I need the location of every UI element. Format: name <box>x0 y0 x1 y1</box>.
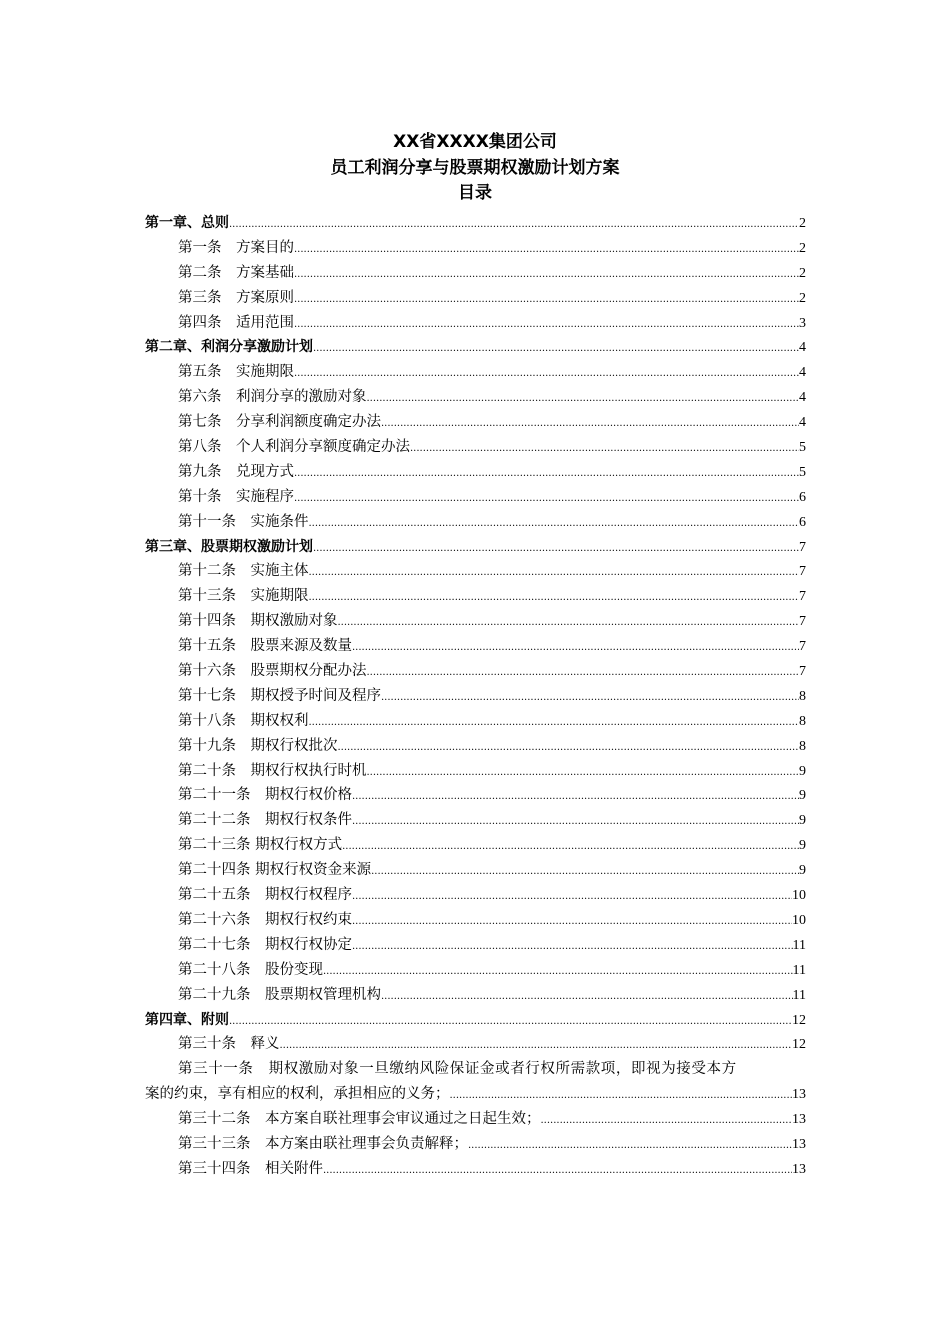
table-of-contents <box>145 211 806 1182</box>
toc-entry-label: 第二十二条 期权行权条件 <box>178 812 352 829</box>
toc-entry-label: 第三十一条 期权激励对象一旦缴纳风险保证金或者行权所需款项，即视为接受本方 <box>178 1061 737 1078</box>
toc-entry-label: 第九条 兑现方式 <box>178 463 294 480</box>
toc-entry-label: 第十三条 实施期限 <box>178 588 309 605</box>
toc-entry[interactable] <box>145 286 806 311</box>
toc-entry-label: 第二十五条 期权行权程序 <box>178 887 352 904</box>
toc-page-number: 10 <box>792 888 806 904</box>
toc-page-number: 12 <box>792 1037 806 1053</box>
toc-entry[interactable] <box>145 1082 806 1107</box>
toc-entry[interactable] <box>145 559 806 584</box>
toc-entry[interactable] <box>145 808 806 833</box>
dot-leader <box>294 360 799 385</box>
dot-leader <box>294 261 799 286</box>
toc-entry-label: 第七条 分享利润额度确定办法 <box>178 414 381 431</box>
dot-leader <box>229 211 799 236</box>
dot-leader <box>450 1082 793 1107</box>
toc-chapter[interactable] <box>145 335 806 360</box>
dot-leader <box>323 958 793 983</box>
toc-page-number: 4 <box>799 415 806 431</box>
toc-entry[interactable] <box>145 236 806 261</box>
toc-page-number: 2 <box>799 240 806 256</box>
toc-entry-label: 第十八条 期权权利 <box>178 712 309 729</box>
toc-entry[interactable] <box>145 410 806 435</box>
toc-page-number: 13 <box>792 1161 806 1177</box>
dot-leader <box>352 883 792 908</box>
toc-entry[interactable] <box>145 584 806 609</box>
dot-leader <box>309 559 800 584</box>
toc-entry[interactable] <box>145 709 806 734</box>
toc-entry[interactable] <box>145 510 806 535</box>
toc-page-number: 7 <box>799 614 806 630</box>
toc-page-number: 5 <box>799 440 806 456</box>
toc-entry[interactable] <box>145 435 806 460</box>
toc-page-number: 2 <box>799 265 806 281</box>
toc-entry-label: 第二十六条 期权行权约束 <box>178 911 352 928</box>
toc-entry-label: 第二十一条 期权行权价格 <box>178 787 352 804</box>
toc-chapter-label: 第四章、附则 <box>145 1011 229 1028</box>
plan-title: 员工利润分享与股票期权激励计划方案 <box>330 158 620 178</box>
dot-leader <box>541 1107 793 1132</box>
toc-page-number: 5 <box>799 464 806 480</box>
toc-page-number: 6 <box>799 489 806 505</box>
dot-leader <box>410 435 799 460</box>
toc-entry-label: 第二十七条 期权行权协定 <box>178 936 352 953</box>
toc-entry-label: 第五条 实施期限 <box>178 364 294 381</box>
toc-page-number: 8 <box>799 688 806 704</box>
toc-entry-label: 第十四条 期权激励对象 <box>178 613 338 630</box>
toc-entry[interactable] <box>145 883 806 908</box>
toc-entry-label: 第三十二条 本方案自联社理事会审议通过之日起生效； <box>178 1111 541 1128</box>
toc-page-number: 7 <box>799 539 806 555</box>
toc-page-number: 13 <box>792 1112 806 1128</box>
toc-entry[interactable] <box>145 460 806 485</box>
dot-leader <box>342 833 799 858</box>
dot-leader <box>294 286 799 311</box>
toc-entry-label: 案的约束，享有相应的权利，承担相应的义务； <box>145 1086 450 1103</box>
toc-entry[interactable] <box>145 1032 806 1057</box>
toc-page-number: 13 <box>792 1087 806 1103</box>
toc-entry[interactable] <box>145 833 806 858</box>
toc-chapter-label: 第二章、利润分享激励计划 <box>145 339 313 356</box>
toc-page-number: 7 <box>799 589 806 605</box>
dot-leader <box>309 584 800 609</box>
dot-leader <box>313 335 799 360</box>
dot-leader <box>280 1032 793 1057</box>
toc-entry[interactable] <box>145 734 806 759</box>
dot-leader <box>294 460 799 485</box>
toc-heading: 目录 <box>458 183 492 203</box>
toc-entry-label: 第二十八条 股份变现 <box>178 961 323 978</box>
toc-entry-label: 第二十九条 股票期权管理机构 <box>178 986 381 1003</box>
toc-entry[interactable] <box>145 1107 806 1132</box>
toc-page-number: 13 <box>792 1136 806 1152</box>
toc-entry-label: 第二十三条 期权行权方式 <box>178 837 343 854</box>
dot-leader <box>229 1008 792 1033</box>
toc-page-number: 2 <box>799 290 806 306</box>
toc-chapter[interactable] <box>145 1008 806 1033</box>
toc-entry-label: 第三十条 释义 <box>178 1036 280 1053</box>
toc-chapter[interactable] <box>145 535 806 560</box>
toc-page-number: 11 <box>792 937 806 953</box>
dot-leader <box>294 236 799 261</box>
toc-entry-line[interactable] <box>145 1057 806 1082</box>
dot-leader <box>309 510 800 535</box>
toc-page-number: 11 <box>792 987 806 1003</box>
toc-entry[interactable] <box>145 659 806 684</box>
toc-entry[interactable] <box>145 933 806 958</box>
dot-leader <box>352 908 792 933</box>
toc-entry[interactable] <box>145 759 806 784</box>
toc-page-number: 9 <box>799 813 806 829</box>
toc-entry[interactable] <box>145 385 806 410</box>
toc-chapter-label: 第一章、总则 <box>145 215 229 231</box>
toc-entry[interactable] <box>145 1132 806 1157</box>
toc-entry-label: 第十七条 期权授予时间及程序 <box>178 687 381 704</box>
dot-leader <box>352 634 799 659</box>
toc-entry-label: 第八条 个人利润分享额度确定办法 <box>178 439 410 456</box>
toc-page-number: 8 <box>799 713 806 729</box>
toc-page-number: 12 <box>792 1012 806 1028</box>
toc-page-number: 4 <box>799 390 806 406</box>
toc-entry-label: 第三十四条 相关附件 <box>178 1160 323 1177</box>
toc-page-number: 7 <box>799 664 806 680</box>
dot-leader <box>313 535 799 560</box>
toc-page-number: 4 <box>799 365 806 381</box>
toc-entry-label: 第三十三条 本方案由联社理事会负责解释； <box>178 1135 468 1152</box>
toc-entry-label: 第十九条 期权行权批次 <box>178 737 338 754</box>
toc-page-number: 6 <box>799 514 806 530</box>
dot-leader <box>381 684 799 709</box>
toc-page-number: 9 <box>799 763 806 779</box>
toc-page-number: 2 <box>799 216 806 231</box>
toc-entry[interactable] <box>145 958 806 983</box>
toc-entry[interactable] <box>145 983 806 1008</box>
toc-entry-label: 第一条 方案目的 <box>178 239 294 256</box>
toc-entry-label: 第十五条 股票来源及数量 <box>178 638 352 655</box>
toc-entry-label: 第二条 方案基础 <box>178 264 294 281</box>
toc-entry-label: 第十一条 实施条件 <box>178 513 309 530</box>
dot-leader <box>338 734 800 759</box>
toc-entry[interactable] <box>145 908 806 933</box>
toc-page-number: 4 <box>799 340 806 356</box>
dot-leader <box>309 709 800 734</box>
dot-leader <box>352 808 799 833</box>
toc-entry[interactable] <box>145 261 806 286</box>
toc-entry[interactable] <box>145 609 806 634</box>
toc-entry[interactable] <box>145 684 806 709</box>
toc-page-number: 9 <box>799 838 806 854</box>
dot-leader <box>294 311 799 336</box>
toc-entry[interactable] <box>145 360 806 385</box>
toc-entry-label: 第二十四条 期权行权资金来源 <box>178 862 372 879</box>
dot-leader <box>352 783 799 808</box>
toc-chapter-label: 第三章、股票期权激励计划 <box>145 538 313 555</box>
dot-leader <box>381 983 793 1008</box>
toc-page-number: 8 <box>799 738 806 754</box>
toc-entry-label: 第十二条 实施主体 <box>178 563 309 580</box>
toc-entry[interactable] <box>145 858 806 883</box>
toc-entry-label: 第二十条 期权行权执行时机 <box>178 762 367 779</box>
dot-leader <box>468 1132 792 1157</box>
toc-entry-label: 第十条 实施程序 <box>178 488 294 505</box>
toc-chapter[interactable] <box>145 211 806 236</box>
company-title: XX省XXXX集团公司 <box>393 132 557 152</box>
toc-entry-label: 第十六条 股票期权分配办法 <box>178 663 367 680</box>
dot-leader <box>381 410 799 435</box>
dot-leader <box>352 933 793 958</box>
toc-entry[interactable] <box>145 634 806 659</box>
toc-page-number: 10 <box>792 912 806 928</box>
toc-page-number: 7 <box>799 564 806 580</box>
dot-leader <box>367 385 800 410</box>
dot-leader <box>371 858 799 883</box>
toc-entry[interactable] <box>145 311 806 336</box>
toc-page-number: 7 <box>799 639 806 655</box>
toc-page-number: 3 <box>799 315 806 331</box>
dot-leader <box>367 759 800 784</box>
dot-leader <box>323 1157 792 1182</box>
toc-entry[interactable] <box>145 485 806 510</box>
dot-leader <box>294 485 799 510</box>
dot-leader <box>338 609 800 634</box>
toc-entry-label: 第四条 适用范围 <box>178 314 294 331</box>
toc-entry[interactable] <box>145 783 806 808</box>
toc-page-number: 11 <box>792 962 806 978</box>
toc-page-number: 9 <box>799 788 806 804</box>
toc-page-number: 9 <box>799 863 806 879</box>
dot-leader <box>367 659 800 684</box>
toc-entry[interactable] <box>145 1157 806 1182</box>
toc-entry-label: 第六条 利润分享的激励对象 <box>178 389 367 406</box>
toc-entry-label: 第三条 方案原则 <box>178 289 294 306</box>
